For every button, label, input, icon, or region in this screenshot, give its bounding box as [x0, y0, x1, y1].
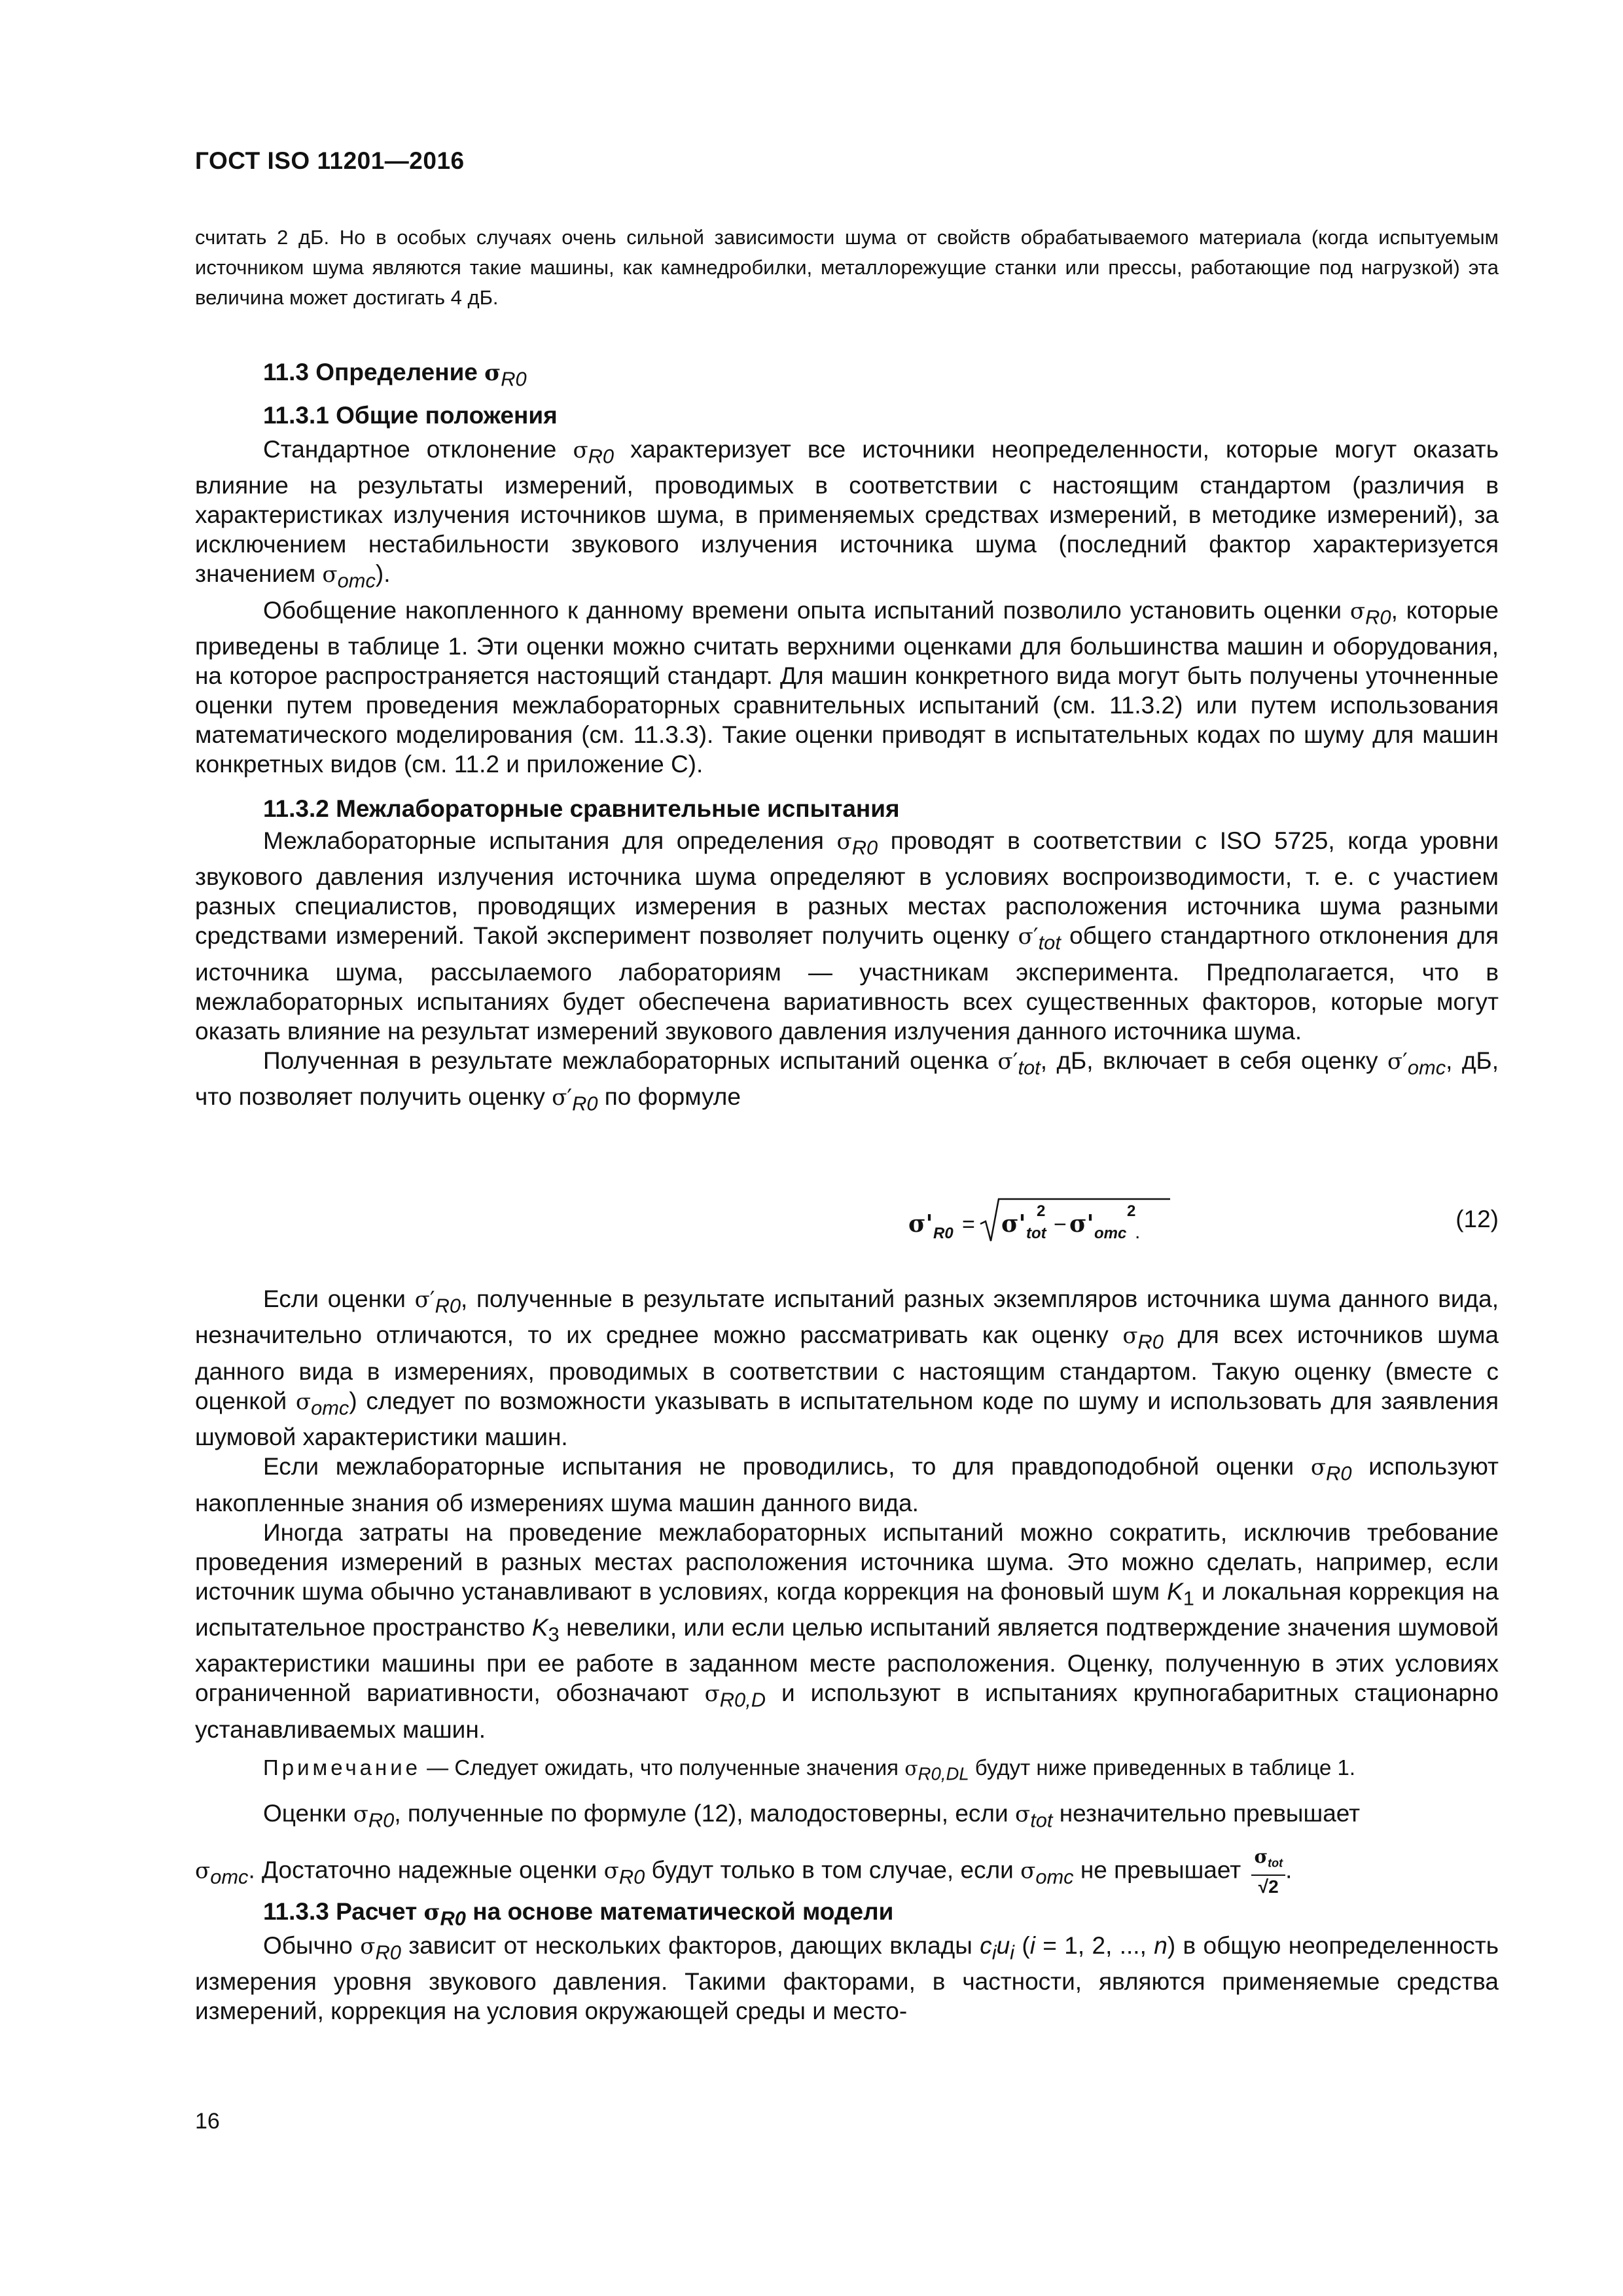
formula-minus: − — [1054, 1212, 1067, 1237]
formula-end: . — [1135, 1221, 1141, 1243]
paragraph: Оценки $\sigma_{R0}$, полученные по формуле (12), малодостоверны, если $\sigma_{tot}$ незначительно превышает — [263, 1800, 1361, 1832]
section-heading-11-3-2: 11.3.2 Межлабораторные сравнительные испытания — [263, 795, 900, 822]
formula-12 — [195, 1191, 1499, 1250]
formula-term1-subscript: tot — [1026, 1225, 1046, 1242]
paragraph: Обычно $\sigma_{R0}$ зависит от нескольких факторов, дающих вклады $c_iu_i$ (i = 1, 2, ..., n) в общую неопределенность измерения уровня звукового давления. Такими факторами, в частности, являются применяемые средства измерений, коррекция на условия окружающей среды и место- — [195, 1932, 1499, 2025]
paragraph: Полученная в результате межлабораторных испытаний оценка $\sigma'_{tot}$, дБ, включает в себя оценку $\sigma'_{omc}$, дБ, что позволяет получить оценку $\sigma'_{R0}$ по формуле — [195, 1047, 1499, 1115]
formula-term2-subscript: omc — [1094, 1225, 1127, 1242]
section-heading-11-3: 11.3 Определение $\sigma_{R0}$ — [263, 359, 527, 391]
estimates-text — [195, 1284, 1499, 1744]
formula-term1-power: 2 — [1037, 1202, 1046, 1220]
paragraph: Обобщение накопленного к данному времени опыта испытаний позволило установить оценки $\sigma_{R0}$, которые приведены в таблице 1. Эти оценки можно считать верхними оценками для большинства машин и оборудования, на которое распространяется настоящий стандарт. Для машин конкретного вида могут быть получены уточненные оценки путем проведения межлабораторных сравнительных испытаний (см. 11.3.2) или путем использования математического моделирования (см. 11.3.3). Такие оценки приводят в испытательных кодах по шуму для машин конкретных видов (см. 11.2 и приложение С). — [195, 596, 1499, 778]
formula-equals: = — [962, 1212, 975, 1237]
paragraph: Если оценки $\sigma'_{R0}$, полученные в результате испытаний разных экземпляров источника шума данного вида, незначительно отличаются, то их среднее можно рассматривать как оценку $\sigma_{R0}$ для всех источников шума данного вида в измерениях, проводимых в соответствии с настоящим стандартом. Такую оценку (вместе с оценкой $\sigma_{omc}$) следует по возможности указывать в испытательном коде по шуму и использовать для заявления шумовой характеристики машин. — [195, 1285, 1499, 1451]
general-provisions-text — [195, 435, 1499, 779]
fraction-sigma-tot-over-sqrt2: $\frac{\sigma_{tot}}{√2}$ — [1251, 1846, 1285, 1898]
paragraph: Если межлабораторные испытания не проводились, то для правдоподобной оценки $\sigma_{R0}$ используют накопленные знания об измерениях шума машин данного вида. — [195, 1453, 1499, 1516]
equation-number: (12) — [1455, 1206, 1499, 1232]
paragraph: Иногда затраты на проведение межлабораторных испытаний можно сократить, исключив требование проведения измерений в разных местах расположения источника шума. Это можно сделать, например, если источник шума обычно устанавливают в условиях, когда коррекция на фоновый шум $K_1$ и локальная коррекция на испытательное пространство $K_3$ невелики, или если целью испытаний является подтверждение значения шумовой характеристики машины при ее работе в заданном месте расположения. Оценку, полученную в этих условиях ограниченной вариативности, обозначают $\sigma_{R0,D}$ и используют в испытаниях крупногабаритных стационарно устанавливаемых машин. — [195, 1518, 1499, 1743]
intro-paragraph: считать 2 дБ. Но в особых случаях очень сильной зависимости шума от свойств обрабатываемого материала (когда испытуемым источником шума являются такие машины, как камнедробилки, металлорежущие станки или прессы, работающие под нагрузкой) эта величина может достигать 4 дБ. — [195, 226, 1499, 309]
paragraph: Стандартное отклонение $\sigma_{R0}$ характеризует все источники неопределенности, которые могут оказать влияние на результаты измерений, проводимых в соответствии с настоящим стандартом (различия в характеристиках излучения источников шума, в применяемых средствах измерений, в методике измерений), за исключением нестабильности звукового излучения источника шума (последний фактор характеризуется значением $\sigma_{omc}$). — [195, 436, 1499, 592]
formula-lhs: σ' — [908, 1210, 933, 1238]
note: Примечание — Следует ожидать, что полученные значения $\sigma_{R0,DL}$ будут ниже приведенных в таблице 1. — [263, 1755, 1356, 1784]
section-heading-11-3-1: 11.3.1 Общие положения — [263, 402, 558, 429]
reliability-text — [195, 1799, 1499, 1835]
reliability-text-continuation: $\sigma_{omc}$. Достаточно надежные оценки $\sigma_{R0}$ будут только в том случае, если $\sigma_{omc}$ не превышает $\frac{\sigma_{tot}}{√2}$ . — [195, 1846, 1293, 1897]
formula-term2-power: 2 — [1127, 1202, 1136, 1220]
formula-term1: σ' — [1001, 1210, 1026, 1238]
formula-expression — [908, 1191, 1183, 1250]
paragraph: Межлабораторные испытания для определения $\sigma_{R0}$ проводят в соответствии с ISO 5725, когда уровни звукового давления излучения источника шума определяют в условиях воспроизводимости, т. е. с участием разных специалистов, проводящих измерения в разных местах расположения источника шума разными средствами измерений. Такой эксперимент позволяет получить оценку $\sigma'_{tot}$ общего стандартного отклонения для источника шума, рассылаемого лабораториям — участникам эксперимента. Предполагается, что в межлабораторных испытаниях будет обеспечена вариативность всех существенных факторов, которые могут оказать влияние на результат измерений звукового давления излучения данного источника шума. — [195, 827, 1499, 1045]
document-title: ГОСТ ISO 11201—2016 — [195, 147, 465, 174]
note-label: Примечание — [263, 1755, 421, 1780]
interlab-tests-text — [195, 826, 1499, 1119]
math-model-text — [195, 1931, 1499, 2026]
page-number: 16 — [195, 2109, 220, 2134]
formula-term2: σ' — [1069, 1210, 1094, 1238]
formula-lhs-subscript: R0 — [933, 1225, 954, 1242]
section-heading-11-3-3: 11.3.3 Расчет $\sigma_{R0}$ на основе математической модели — [263, 1898, 894, 1930]
